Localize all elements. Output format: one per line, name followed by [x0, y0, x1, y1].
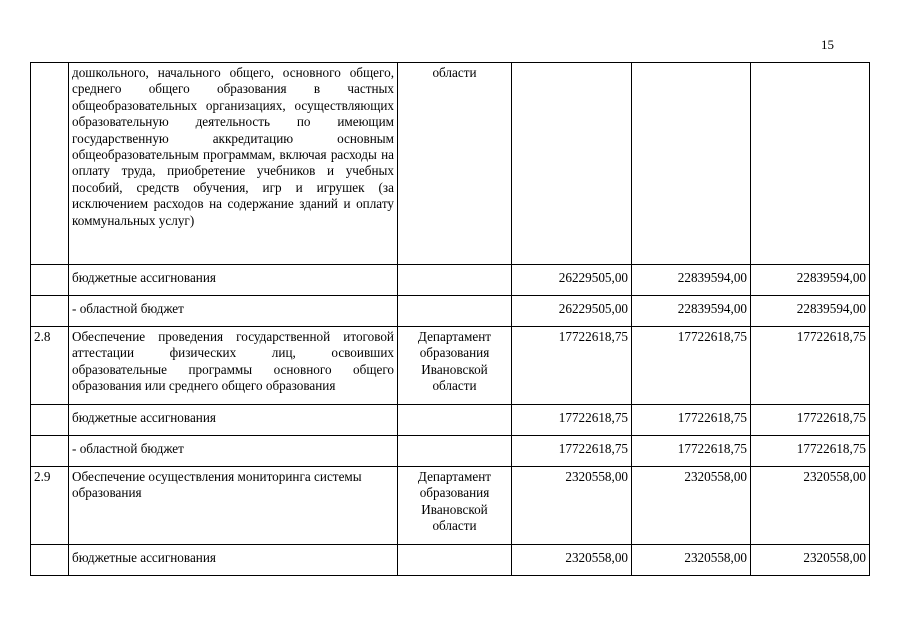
row-value-3: 17722618,75	[751, 436, 870, 467]
table-row	[31, 467, 870, 545]
row-value-2: 17722618,75	[632, 327, 751, 405]
row-number	[31, 265, 69, 296]
row-department	[398, 545, 512, 576]
row-department	[398, 436, 512, 467]
row-department: Департамент образования Ивановской области	[398, 467, 512, 545]
table-row	[31, 436, 870, 467]
row-description: бюджетные ассигнования	[69, 545, 398, 576]
page-number: 15	[821, 37, 834, 52]
row-department	[398, 296, 512, 327]
table-row	[31, 63, 870, 265]
row-value-1: 2320558,00	[512, 467, 632, 545]
table-row	[31, 327, 870, 405]
row-description: - областной бюджет	[69, 436, 398, 467]
row-department: области	[398, 63, 512, 265]
row-value-2: 2320558,00	[632, 467, 751, 545]
row-value-1: 26229505,00	[512, 265, 632, 296]
row-description: дошкольного, начального общего, основного общего, среднего общего образования в частных общеобразовательных организациях, осуществляющих образовательную деятельность по имеющим государственную аккредитацию основным общеобразовательным программам, включая расходы на оплату труда, приобретение учебников и учебных пособий, средств обучения, игр и игрушек (за исключением расходов на содержание зданий и оплату коммунальных услуг)	[69, 63, 398, 265]
row-value-1: 17722618,75	[512, 436, 632, 467]
row-value-1: 17722618,75	[512, 405, 632, 436]
row-description: бюджетные ассигнования	[69, 265, 398, 296]
table-row	[31, 265, 870, 296]
row-value-3: 17722618,75	[751, 405, 870, 436]
row-description: Обеспечение проведения государственной итоговой аттестации физических лиц, освоивших образовательные программы основного общего образования или среднего общего образования	[69, 327, 398, 405]
row-number	[31, 405, 69, 436]
row-value-2: 17722618,75	[632, 405, 751, 436]
row-value-1: 17722618,75	[512, 327, 632, 405]
row-department	[398, 265, 512, 296]
row-value-3: 2320558,00	[751, 545, 870, 576]
table-row	[31, 545, 870, 576]
row-value-3: 22839594,00	[751, 296, 870, 327]
budget-table	[30, 62, 870, 576]
row-number: 2.8	[31, 327, 69, 405]
row-value-2	[632, 63, 751, 265]
row-description: Обеспечение осуществления мониторинга системы образования	[69, 467, 398, 545]
row-value-2: 17722618,75	[632, 436, 751, 467]
row-department	[398, 405, 512, 436]
row-department: Департамент образования Ивановской области	[398, 327, 512, 405]
row-description: - областной бюджет	[69, 296, 398, 327]
row-number	[31, 296, 69, 327]
row-number	[31, 545, 69, 576]
row-value-1: 26229505,00	[512, 296, 632, 327]
row-value-3: 17722618,75	[751, 327, 870, 405]
row-value-3	[751, 63, 870, 265]
row-number: 2.9	[31, 467, 69, 545]
row-value-1	[512, 63, 632, 265]
row-value-3: 22839594,00	[751, 265, 870, 296]
table-row	[31, 296, 870, 327]
table-row	[31, 405, 870, 436]
row-value-3: 2320558,00	[751, 467, 870, 545]
row-value-2: 2320558,00	[632, 545, 751, 576]
row-value-1: 2320558,00	[512, 545, 632, 576]
row-number	[31, 63, 69, 265]
row-number	[31, 436, 69, 467]
row-value-2: 22839594,00	[632, 296, 751, 327]
row-description: бюджетные ассигнования	[69, 405, 398, 436]
row-value-2: 22839594,00	[632, 265, 751, 296]
